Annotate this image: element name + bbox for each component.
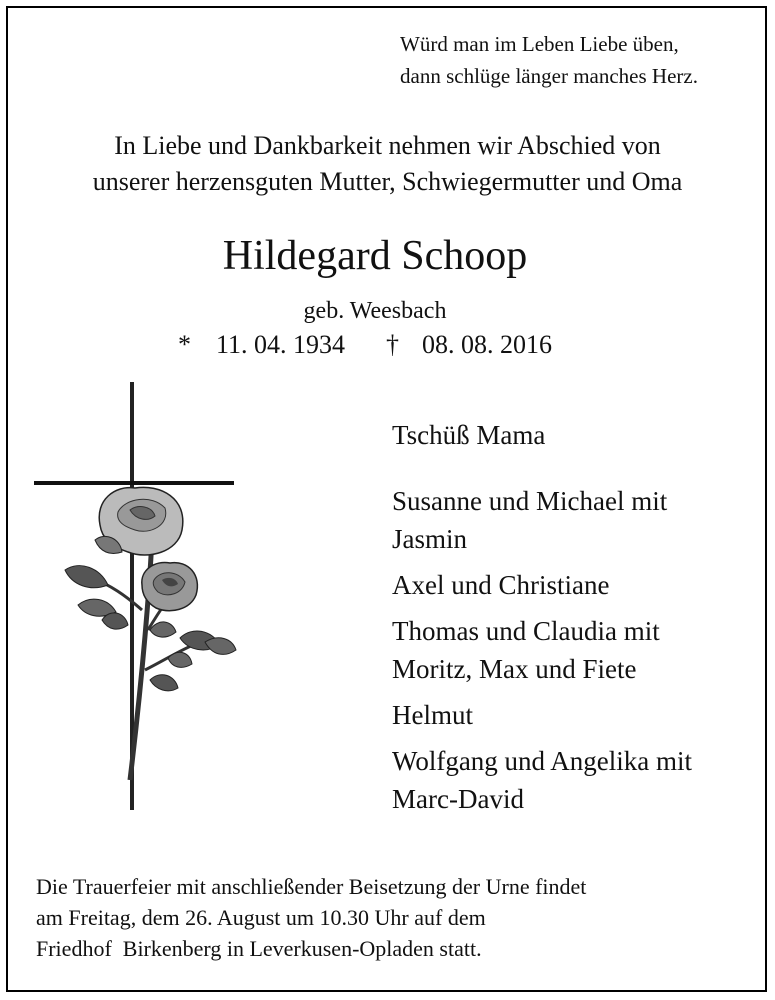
intro-line: unserer herzensguten Mutter, Schwiegermutter und Oma [92,167,683,196]
mourner-line: Thomas und Claudia mit [392,616,660,646]
mourner-line: Jasmin [392,524,468,554]
birth-symbol: * [178,330,191,359]
funeral-line: Friedhof Birkenberg in Leverkusen-Opladen statt. [36,936,482,961]
birth-name: geb. Weesbach [303,298,447,324]
mourner-entry [392,696,772,734]
motto-line: dann schlüge länger manches Herz. [400,64,698,88]
motto-verse [400,28,760,92]
mourners-list [392,416,772,826]
mourner-line: Axel und Christiane [392,570,610,600]
intro-line: In Liebe und Dankbarkeit nehmen wir Abschied von [114,131,661,160]
funeral-details [36,871,736,964]
life-dates [178,328,598,362]
mourner-entry [392,612,772,688]
birth-date: 11. 04. 1934 [216,330,346,359]
funeral-line: am Freitag, dem 26. August um 10.30 Uhr auf dem [36,905,486,930]
mourner-entry [392,482,772,558]
mourner-line: Wolfgang und Angelika mit [392,746,693,776]
deceased-name: Hildegard Schoop [222,233,528,279]
mourner-entry [392,566,772,604]
mourner-entry [392,742,772,818]
mourner-line: Susanne und Michael mit [392,486,668,516]
cross-with-roses-icon [30,380,260,820]
death-date: 08. 08. 2016 [422,330,553,359]
motto-line: Würd man im Leben Liebe üben, [400,32,679,56]
death-symbol: † [386,330,400,359]
mourner-line: Moritz, Max und Fiete [392,654,637,684]
mourner-line: Marc-David [392,784,524,814]
funeral-line: Die Trauerfeier mit anschließender Beisetzung der Urne findet [36,874,587,899]
intro-text [0,128,775,200]
mourner-line: Helmut [392,700,473,730]
farewell-greeting: Tschüß Mama [392,420,546,450]
